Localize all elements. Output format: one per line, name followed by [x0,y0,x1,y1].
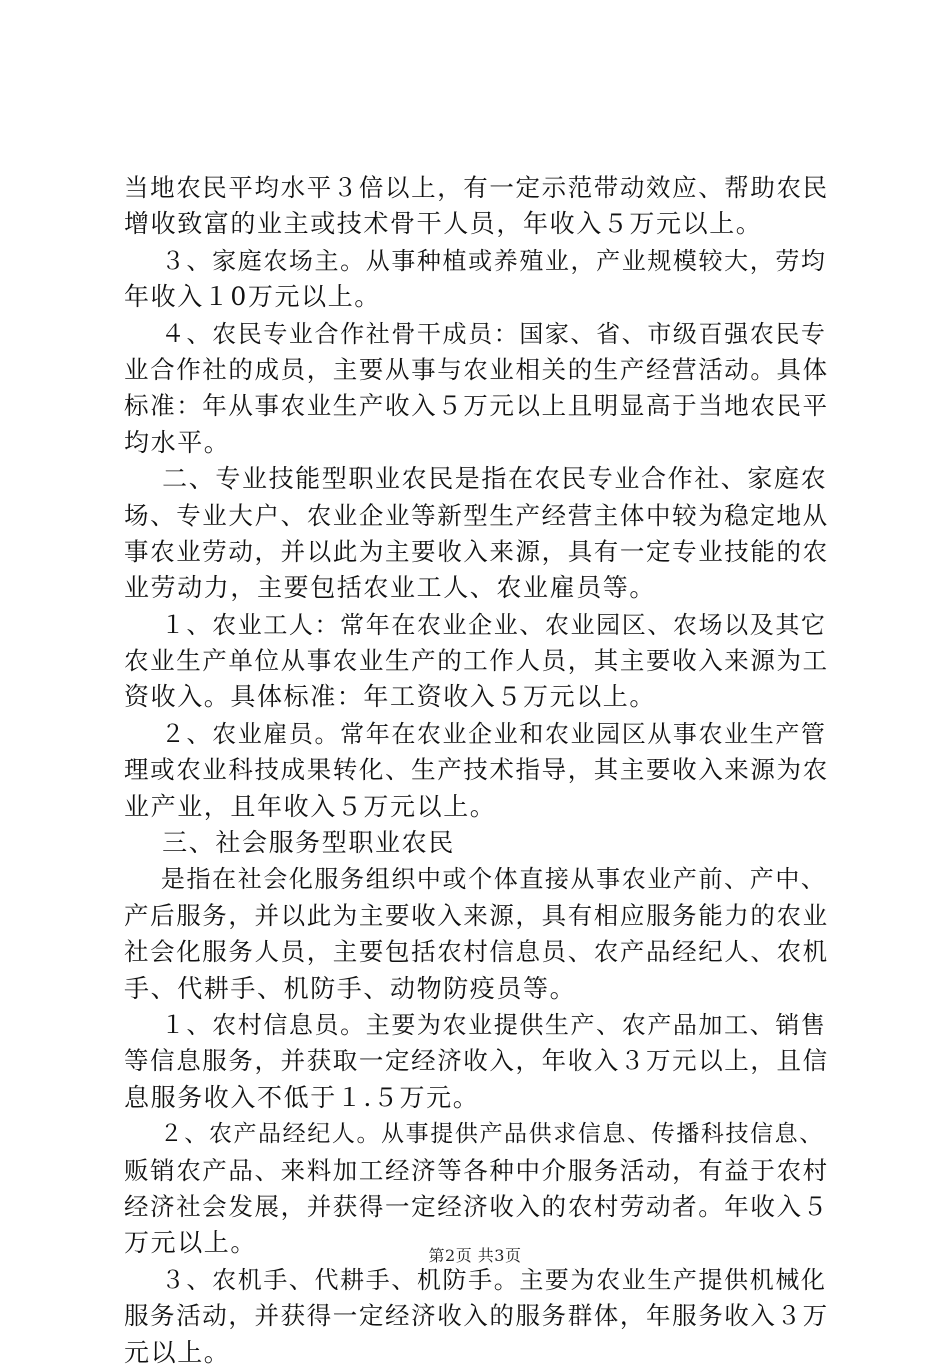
text-line: １、农业工人：常年在农业企业、农业园区、农场以及其它 [124,610,827,639]
text-line: 产后服务，并以此为主要收入来源，具有相应服务能力的农业 [124,900,829,930]
text-line: 三、社会服务型职业农民 [124,828,455,858]
text-line: 二、专业技能型职业农民是指在农民专业合作社、家庭农 [124,464,828,494]
text-line: 农业生产单位从事农业生产的工作人员，其主要收入来源为工 [124,646,829,676]
text-line: 理或农业科技成果转化、生产技术指导，其主要收入来源为农 [124,755,829,785]
text-line: １、农村信息员。主要为农业提供生产、农产品加工、销售 [124,1010,827,1039]
text-line: ３、农机手、代耕手、机防手。主要为农业生产提供机械化 [124,1265,827,1294]
text-line: 年收入１0万元以上。 [124,282,381,312]
text-line: 元以上。 [124,1337,231,1367]
text-line: 贩销农产品、来料加工经济等各种中介服务活动，有益于农村 [124,1155,829,1185]
text-line: 手、代耕手、机防手、动物防疫员等。 [124,973,577,1003]
text-line: ３、家庭农场主。从事种植或养殖业，产业规模较大，劳均 [124,246,827,275]
text-line: 增收致富的业主或技术骨干人员，年收入５万元以上。 [124,209,763,239]
text-line: 标准：年从事农业生产收入５万元以上且明显高于当地农民平 [124,391,829,421]
text-line: 业合作社的成员，主要从事与农业相关的生产经营活动。具体 [124,354,829,384]
text-line: 当地农民平均水平３倍以上，有一定示范带动效应、帮助农民 [124,173,829,202]
text-line: 服务活动，并获得一定经济收入的服务群体，年服务收入３万 [124,1301,829,1331]
text-line: 社会化服务人员，主要包括农村信息员、农产品经纪人、农机 [124,937,829,967]
text-line: 场、专业大户、农业企业等新型生产经营主体中较为稳定地从 [124,500,829,530]
text-line: 业产业，且年收入５万元以上。 [124,791,497,821]
text-line: 息服务收入不低于１.５万元。 [124,1082,480,1112]
text-line: 万元以上。 [124,1228,258,1258]
text-line: 经济社会发展，并获得一定经济收入的农村劳动者。年收入５ [124,1191,829,1221]
document-body [124,170,836,1371]
text-line: 是指在社会化服务组织中或个体直接从事农业产前、产中、 [124,865,827,894]
text-line: 资收入。具体标准：年工资收入５万元以上。 [124,682,657,712]
text-line: 业劳动力，主要包括农业工人、农业雇员等。 [124,573,657,603]
text-line: 事农业劳动，并以此为主要收入来源，具有一定专业技能的农 [124,536,829,566]
page-footer: 第2页 共3页 [428,1246,522,1265]
text-line: ２、农业雇员。常年在农业企业和农业园区从事农业生产管 [124,719,827,748]
text-line: 均水平。 [124,427,231,457]
text-line: ４、农民专业合作社骨干成员：国家、省、市级百强农民专 [124,319,827,348]
text-line: ２、农产品经纪人。从事提供产品供求信息、传播科技信息、 [124,1121,824,1148]
text-line: 等信息服务，并获取一定经济收入，年收入３万元以上，且信 [124,1046,829,1076]
